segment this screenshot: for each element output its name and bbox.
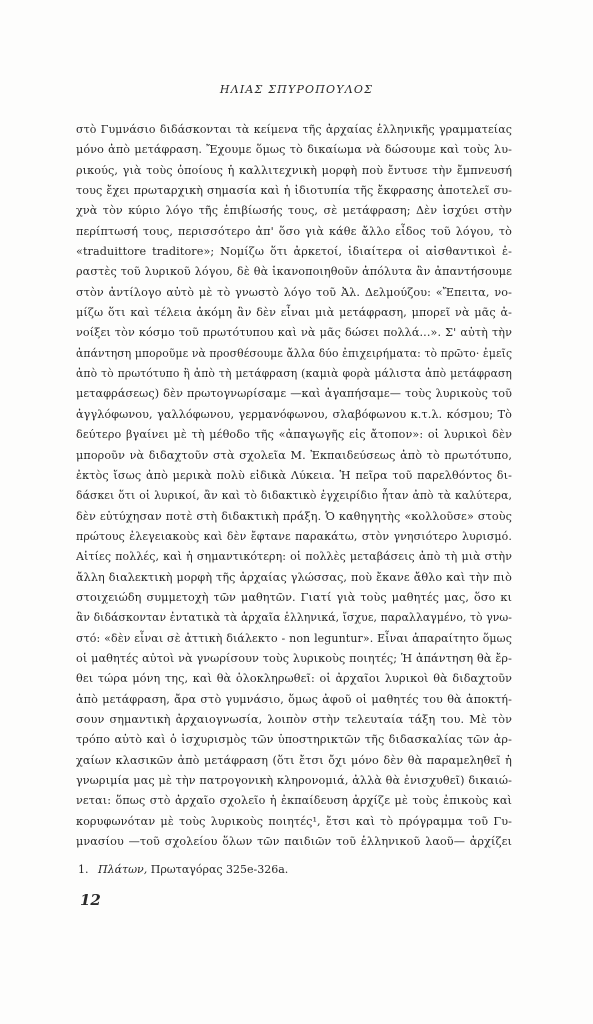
text-line: μόνο ἀπὸ μετάφραση. Ἔχουμε ὅμως τὸ δικαίωμα νὰ δώσουμε καὶ τοὺς λυ- (76, 143, 512, 157)
text-line: «traduittore traditore»; Νομίζω ὅτι ἀρκετοί, ἰδιαίτερα οἱ αἰσθαντικοὶ ἐ- (76, 245, 512, 259)
text-line: οἱ μαθητές αὐτοὶ νὰ γνωρίσουν τοὺς λυρικοὺς ποιητές; Ἡ ἀπάντηση θὰ ἔρ- (76, 651, 512, 665)
text-line: ἐκτὸς ἴσως ἀπὸ μερικὰ πολὺ εἰδικὰ Λύκεια. Ἡ πεῖρα τοῦ παρελθόντος δι- (76, 468, 512, 482)
text-line: στοιχειώδη συμμετοχὴ τῶν μαθητῶν. Γιατί γιὰ τοὺς μαθητές μας, ὅσο κι (76, 590, 512, 604)
text-line: τους ἔχει πρωταρχικὴ σημασία καὶ ἡ ἰδιοτυπία τῆς ἔκφρασης ἀποτελεῖ συ- (76, 184, 512, 198)
text-line: δεύτερο βγαίνει μὲ τὴ μέθοδο τῆς «ἀπαγωγῆς εἰς ἄτοπον»: οἱ λυρικοὶ δὲν (76, 428, 512, 442)
text-line: ραστὲς τοῦ λυρικοῦ λόγου, δὲ θὰ ἱκανοποιηθοῦν ἀπόλυτα ἂν ἀπαντήσουμε (76, 265, 512, 279)
body-text (76, 120, 512, 852)
text-line: κορυφωνόταν μὲ τοὺς λυρικοὺς ποιητές¹, ἔτσι καὶ τὸ πρόγραμμα τοῦ Γυ- (76, 814, 512, 828)
text-line: στό: «δὲν εἶναι σὲ ἀττικὴ διάλεκτο - non leguntur». Εἶναι ἀπαραίτητο ὅμως (76, 631, 512, 645)
text-line: ἀγγλόφωνου, γαλλόφωνου, γερμανόφωνου, σλαβόφωνου κ.τ.λ. κόσμου; Τὸ (76, 407, 512, 421)
text-line: νοίξει τὸν κόσμο τοῦ πρωτότυπου καὶ νὰ μᾶς δώσει πολλά...». Σ' αὐτὴ τὴν (76, 326, 512, 340)
text-line: χαίων κλασικῶν ἀπὸ μετάφραση (ὅτι ἔτσι ὄχι μόνο δὲν θὰ παραμεληθεῖ ἡ (76, 753, 512, 767)
text-line: θει τώρα μόνη της, καὶ θὰ ὁλοκληρωθεῖ: οἱ ἀρχαῖοι λυρικοὶ θὰ διδαχτοῦν (76, 672, 512, 686)
running-head: ΗΛΙΑΣ ΣΠΥΡΟΠΟΥΛΟΣ (219, 83, 374, 96)
text-line: περίπτωσή τους, περισσότερο ἀπ' ὅσο γιὰ κάθε ἄλλο εἶδος τοῦ λόγου, τὸ (76, 224, 512, 238)
text-line: τρόπο αὐτὸ καὶ ὁ ἰσχυρισμὸς τῶν ὑποστηρικτῶν τῆς διδασκαλίας τῶν ἀρ- (76, 733, 512, 747)
text-line: δὲν εὐτύχησαν ποτὲ στὴ διδακτικὴ πράξη. Ὁ καθηγητὴς «κολλοῦσε» στοὺς (76, 509, 512, 523)
footnote-author: Πλάτων, (98, 863, 148, 876)
text-line: ἄλλη διαλεκτικὴ μορφὴ τῆς ἀρχαίας γλώσσας, ποὺ ἔκανε ἄθλο καὶ τὴν πιὸ (76, 570, 512, 584)
footnote (78, 863, 508, 876)
text-line: πρώτους ἐλεγειακοὺς καὶ δὲν ἔφτανε παρακάτω, στὸν γνησιότερο λυρισμό. (76, 529, 512, 543)
text-line: ἀπὸ τὸ πρωτότυπο ἢ ἀπὸ τὴ μετάφραση (καμιὰ φορὰ μάλιστα ἀπὸ μετάφραση (76, 367, 512, 381)
text-line: μεταφράσεως) δὲν πρωτογνωρίσαμε —καὶ ἀγαπήσαμε— τοὺς λυρικοὺς τοῦ (76, 387, 512, 401)
text-line: στὸ Γυμνάσιο διδάσκονται τὰ κείμενα τῆς ἀρχαίας ἑλληνικῆς γραμματείας (76, 123, 512, 136)
footnote-number: 1. (78, 863, 89, 876)
text-line: ρικούς, γιὰ τοὺς ὁποίους ἡ καλλιτεχνικὴ μορφὴ ποὺ ἔντυσε τὴν ἔμπνευσή (76, 163, 512, 177)
text-line: ἀπὸ μετάφραση, ἄρα στὸ γυμνάσιο, ὅμως ἀφοῦ οἱ μαθητές του θὰ ἀποκτή- (76, 692, 512, 706)
text-line: στὸν ἀντίλογο αὐτὸ μὲ τὸ γνωστὸ λόγο τοῦ Ἀλ. Δελμούζου: «Ἔπειτα, νο- (76, 285, 512, 299)
text-line: ἂν διδάσκονταν ἐντατικὰ τὰ ἀρχαῖα ἑλληνικά, ἴσχυε, παραλλαγμένο, τὸ γνω- (76, 611, 512, 625)
text-line: μνασίου —τοῦ σχολείου ὅλων τῶν παιδιῶν τοῦ ἑλληνικοῦ λαοῦ— ἀρχίζει (76, 835, 512, 849)
text-line: νεται: ὅπως στὸ ἀρχαῖο σχολεῖο ἡ ἐκπαίδευση ἀρχίζε μὲ τοὺς ἐπικοὺς καὶ (76, 794, 512, 808)
text-line: δάσκει ὅτι οἱ λυρικοί, ἂν καὶ τὸ διδακτικὸ ἐγχειρίδιο ἦταν ἀπὸ τὰ καλύτερα, (76, 489, 512, 503)
text-line: γνωριμία μας μὲ τὴν πατρογονικὴ κληρονομιά, ἀλλὰ θὰ ἐνισχυθεῖ) δικαιώ- (76, 774, 512, 787)
text-line: σουν σημαντικὴ ἀρχαιογνωσία, λοιπὸν στὴν τελευταία τάξη του. Μὲ τὸν (76, 712, 512, 726)
text-line: μίζω ὅτι καὶ τέλεια ἀκόμη ἂν δὲν εἶναι μιὰ μετάφραση, μπορεῖ νὰ μᾶς ἀ- (76, 306, 512, 320)
footnote-reference: Πρωταγόρας 325e-326a. (150, 863, 289, 876)
text-line: χνὰ τὸν κύριο λόγο τῆς ἐπιβίωσής τους, σὲ μετάφραση; Δὲν ἰσχύει στὴν (76, 204, 512, 218)
text-line: μποροῦν νὰ διδαχτοῦν στὰ σχολεῖα Μ. Ἐκπαιδεύσεως ἀπὸ τὸ πρωτότυπο, (76, 448, 512, 462)
page-number: 12 (80, 891, 101, 909)
text-line: Αἰτίες πολλές, καὶ ἡ σημαντικότερη: οἱ πολλὲς μεταβάσεις ἀπὸ τὴ μιὰ στὴν (76, 550, 512, 564)
text-line: ἀπάντηση μποροῦμε νὰ προσθέσουμε ἄλλα δύο ἐπιχειρήματα: τὸ πρῶτο· ἐμεῖς (76, 346, 512, 360)
